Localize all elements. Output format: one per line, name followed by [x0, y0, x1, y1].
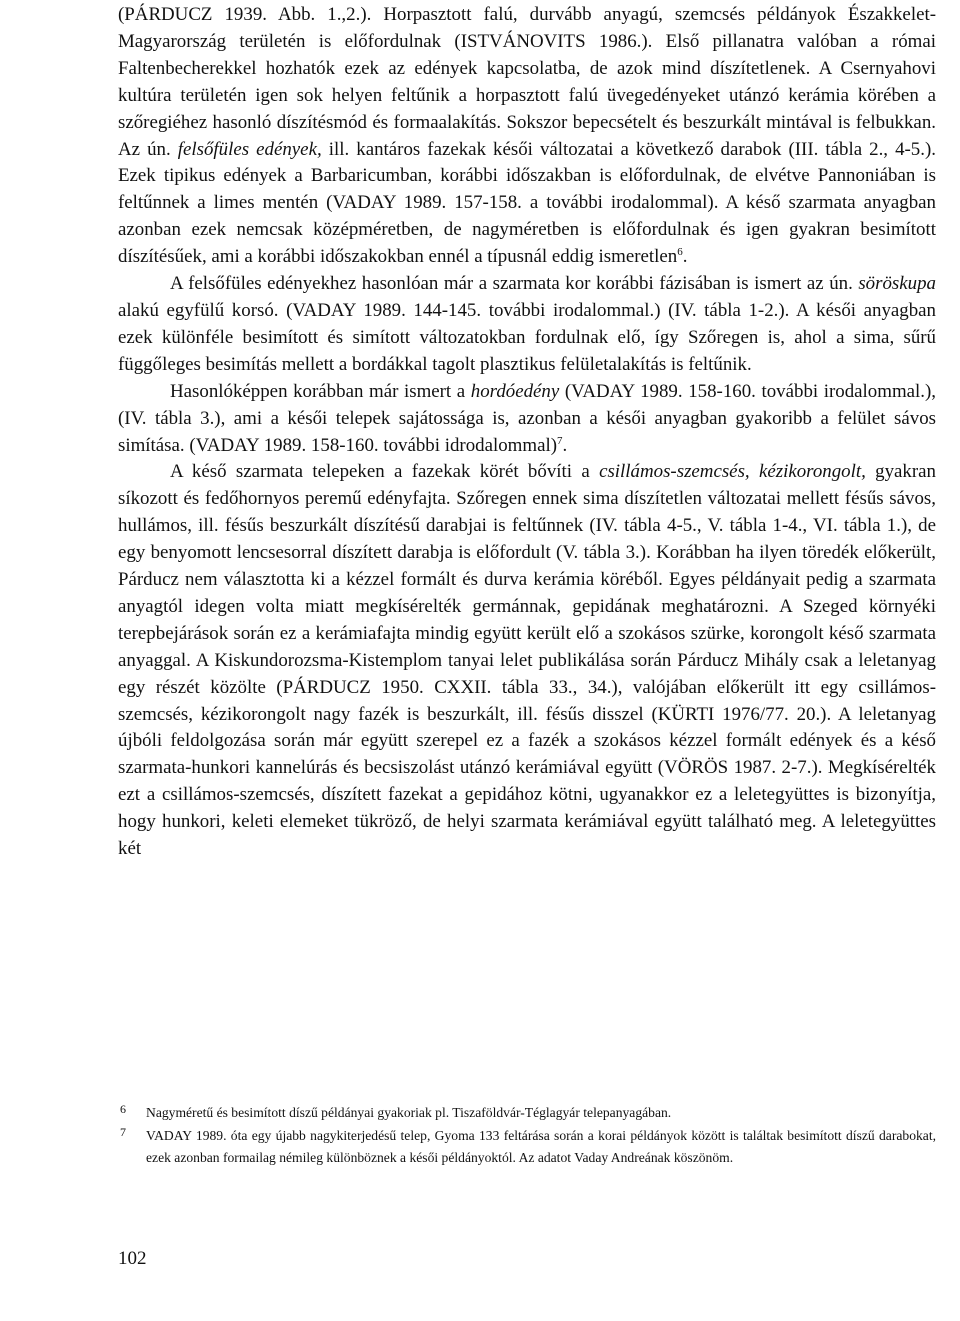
footnote-text: Nagyméretű és besimított díszű példányai gyakoriak pl. Tiszaföldvár-Téglagyár telepanyagában.: [146, 1105, 672, 1120]
body-text: [118, 2, 936, 863]
italic-term-felsofules: felsőfüles edények,: [177, 138, 322, 160]
italic-term-csillamos: csillámos-szemcsés, kézikorongolt,: [599, 461, 866, 483]
paragraph-1: (PÁRDUCZ 1939. Abb. 1.,2.). Horpasztott falú, durvább anyagú, szemcsés példányok Északkelet-Magyarország területén is előfordulnak (ISTVÁNOVITS 1986.). Első pillanatra valóban a római Faltenbecherekkel hozhatók ezek az edények kapcsolatba, de azok mind díszítetlenek. A Csernyahovi kultúra területén igen sok helyen feltűnik a horpasztott falú üvegedényeket utánzó kerámia körében a szőregiéhez hasonló díszítésmód és formaalakítás. Sokszor bepecsételt és beszurkált mintával is felbukkan. Az ún. felsőfüles edények, ill. kantáros fazekak késői változatai a következő darabok (III. tábla 2., 4-5.). Ezek tipikus edények a Barbaricumban, korábbi időszakban is előfordulnak, de elvétve Pannoniában is feltűnnek a limes mentén (VADAY 1989. 157-158. a további irodalommal). A késő szarmata anyagban azonban ezek nemcsak középméretben, de nagyméretben is előfordulnak és igen gyakran besimított díszítésűek, ami a korábbi időszakokban ennél a típusnál eddig ismeretlen$^6$.: [118, 4, 936, 268]
paragraph-3: Hasonlóképpen korábban már ismert a hordóedény (VADAY 1989. 158-160. további irodalommal.), (IV. tábla 3.), ami a késői telepek sajátossága is, azonban a késői anyagban gyakoribb a felület sávos simítása. (VADAY 1989. 158-160. további idrodalommal)$^7$.: [118, 380, 937, 456]
footnote-number: 6: [120, 1102, 126, 1116]
paragraph-2: A felsőfüles edényekhez hasonlóan már a szarmata kor korábbi fázisában is ismert az ún. söröskupa alakú egyfülű korsó. (VADAY 1989. 144-145. további irodalommal.) (IV. tábla 1-2.). A késői anyagban ezek különféle besimított és simított változatokban fordulnak elő, így Szőregen is, ahol a sima, sűrű függőleges besimítás mellett a bordákkal tagolt plasztikus felületalakítás is feltűnik.: [118, 273, 936, 375]
paragraph-4: A késő szarmata telepeken a fazekak körét bővíti a csillámos-szemcsés, kézikorongolt, gyakran síkozott és fedőhornyos peremű edényfajta. Szőregen ennek sima díszítetlen változatai mellett fésűs sávos, hullámos, ill. fésűs beszurkált díszítésű darabjai is feltűnnek (IV. tábla 4-5., V. tábla 1-4., VI. tábla 1.), de egy benyomott lencsesorral díszített darabja is előfordult (V. tábla 3.). Korábban ha ilyen töredék előkerült, Párducz nem választotta ki a kézzel formált és durva kerámia köréből. Egyes példányait pedig a szarmata anyagtól idegen volta miatt megkísérelték germánnak, gepidának meghatározni. A Szeged környéki terepbejárások során ez a kerámiafajta mindig együtt került elő a szokásos szürke, korongolt késő szarmata anyaggal. A Kiskundorozsma-Kistemplom tanyai lelet publikálása során Párducz Mihály csak a leletanyag egy részét közölte (PÁRDUCZ 1950. CXXII. tábla 33., 34.), valójában előkerült itt egy csillámos-szemcsés, kézikorongolt nagy fazék is beszurkált, ill. fésűs disszel (KÜRTI 1976/77. 20.). A leletanyag újbóli feldolgozása során már együtt szerepel ez a fazék a szokásos kézzel formált edények és a késő szarmata-hunkori kannelúrás és becsiszolást utánzó kerámiával együtt (VÖRÖS 1987. 2-7.). Megkísérelték ezt a csillámos-szemcsés, díszített fazekat a gepidához kötni, ugyanakkor ez a leletegyüttes is bizonyítja, hogy hunkori, keleti elemeket tükröző, de helyi szarmata kerámiával együtt található meg. A leletegyüttes két: [118, 461, 936, 860]
footnote-6: [118, 1102, 936, 1123]
page-number: 102: [118, 1248, 147, 1269]
italic-term-soroskupa: söröskupa: [858, 273, 936, 295]
italic-term-hordoedeny: hordóedény: [470, 380, 560, 402]
footnote-number: 7: [120, 1125, 126, 1140]
document-page: [118, 0, 937, 1269]
footnote-7: [118, 1125, 936, 1168]
footnotes: [118, 1102, 936, 1168]
footnote-ref-6[interactable]: 6: [677, 246, 683, 259]
footnote-ref-7[interactable]: 7: [557, 434, 563, 447]
footnote-text: VADAY 1989. óta egy újabb nagykiterjedésű telep, Gyoma 133 feltárása során a korai példányok között is találtak besimított díszű darabokat, ezek azonban formailag némileg különböznek a késői példányoktól. Az adatot Vaday Andreának köszönöm.: [146, 1128, 936, 1165]
